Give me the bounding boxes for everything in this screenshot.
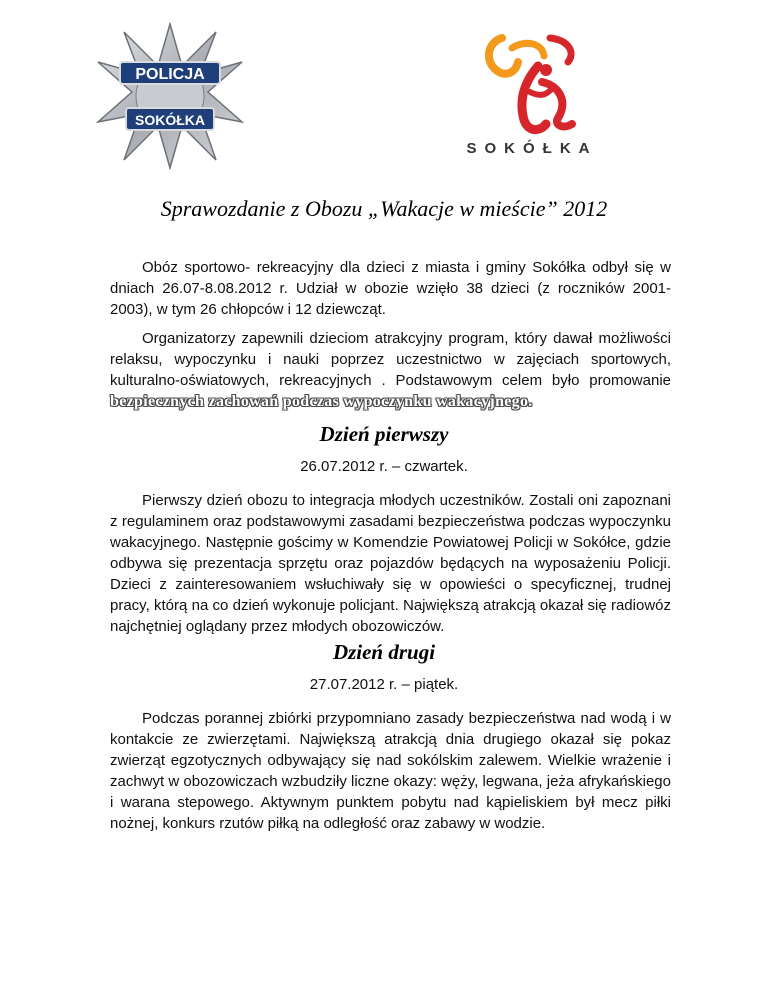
- document-title: Sprawozdanie z Obozu „Wakacje w mieście” 2012: [160, 196, 608, 221]
- police-top-label: POLICJA: [135, 66, 205, 83]
- running-figure-icon: [472, 28, 592, 136]
- day-2-text: Podczas porannej zbiórki przypomniano zasady bezpieczeństwa nad wodą i w kontakcie ze zwierzętami. Największą atrakcją dnia drugiego okazał się pokaz zwierząt egzotycznych odbywający się nad sokólskim zalewem. Wielkie wrażenie i zachwyt w obozowiczach wzbudziły liczne okazy: węży, legwana, jeża afrykańskiego i warana stepowego. Aktywnym punktem pobytu nad kąpieliskiem był mecz piłki nożnej, konkurs rzutów piłką na odległość oraz zabawy w wodzie.: [110, 710, 671, 832]
- day-1-text: Pierwszy dzień obozu to integracja młodych uczestników. Zostali oni zapoznani z regulaminem oraz podstawowymi zasadami bezpieczeństwa podczas wypoczynku wakacyjnego. Następnie gościmy w Komendzie Powiatowej Policji w Sokółce, gdzie odbywa się prezentacja sprzętu oraz pojazdów będących na wyposażeniu Policji. Dzieci z zainteresowaniem wsłuchiwały się w opowieści o specyficznej, trudnej pracy, którą na co dzień wykonuje policjant. Największą atrakcją okazał się radiowóz najchętniej oglądany przez młodych obozowiczów.: [110, 492, 671, 635]
- day-1-paragraph: [110, 490, 671, 637]
- intro-paragraph-2: [110, 328, 671, 412]
- intro-text-1: Obóz sportowo- rekreacyjny dla dzieci z miasta i gminy Sokółka odbył się w dniach 26.07-8.08.2012 r. Udział w obozie wzięło 38 dzieci (z roczników 2001-2003), w tym 26 chłopców i 12 dziewcząt.: [110, 259, 671, 318]
- sokolka-town-logo: [462, 28, 602, 160]
- day-2-paragraph: [110, 708, 671, 834]
- day-1-heading: Dzień pierwszy: [319, 422, 449, 446]
- police-badge-logo: [96, 22, 244, 170]
- intro-text-2: Organizatorzy zapewnili dzieciom atrakcyjny program, który dawał możliwości relaksu, wypoczynku i nauki poprzez uczestnictwo w zajęciach sportowych, kulturalno-oświatowych, rekreacyjnych . Podstawowym celem było promowanie: [110, 330, 671, 389]
- police-star-icon: [96, 22, 244, 170]
- police-bottom-label: SOKÓŁKA: [135, 112, 205, 128]
- intro-paragraph-1: [110, 257, 671, 320]
- day-2-heading: Dzień drugi: [332, 640, 436, 664]
- town-name-label: SOKÓŁKA: [466, 140, 598, 157]
- day-1-date: 26.07.2012 r. – czwartek.: [300, 458, 468, 475]
- highlighted-goal-text: bezpiecznych zachowań podczas wypoczynku wakacyjnego.: [110, 393, 533, 410]
- day-2-date: 27.07.2012 r. – piątek.: [309, 676, 459, 693]
